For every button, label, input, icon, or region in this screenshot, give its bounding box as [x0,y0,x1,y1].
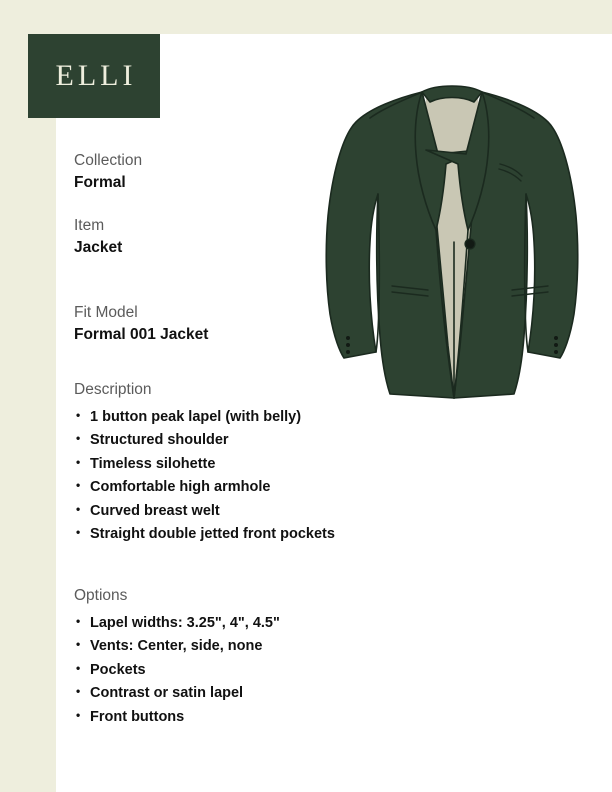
field-fit-model [74,302,344,347]
fit-model-label: Fit Model [74,303,138,321]
list-item: • Lapel widths: 3.25", 4", 4.5" [74,612,344,635]
list-item: • Straight double jetted front pockets [74,523,344,546]
list-item: • Comfortable high armhole [74,476,344,499]
spec-sheet-content [74,150,344,729]
field-item [74,215,344,260]
brand-logo-block [28,34,160,118]
options-title: Options [74,586,128,604]
list-item: • Vents: Center, side, none [74,635,344,658]
item-value: Jacket [74,239,123,257]
brand-logo-text: ELLI [55,59,137,92]
list-item: • Pockets [74,659,344,682]
fit-model-value: Formal 001 Jacket [74,326,209,344]
jacket-technical-drawing [318,46,586,436]
left-cream-band [0,0,56,792]
options-block [74,587,344,729]
list-item: • Front buttons [74,706,344,729]
list-item: • Curved breast welt [74,500,344,523]
list-item: • Timeless silohette [74,453,344,476]
collection-label: Collection [74,152,143,169]
options-list [74,612,344,729]
list-item: • 1 button peak lapel (with belly) [74,406,344,429]
description-block [74,381,344,547]
item-label: Item [74,216,105,234]
field-collection [74,150,344,195]
top-cream-band [0,0,612,34]
list-item: • Contrast or satin lapel [74,682,344,705]
description-title: Description [74,380,152,398]
list-item: • Structured shoulder [74,429,344,452]
description-list [74,406,344,547]
collection-value: Formal [74,174,126,192]
